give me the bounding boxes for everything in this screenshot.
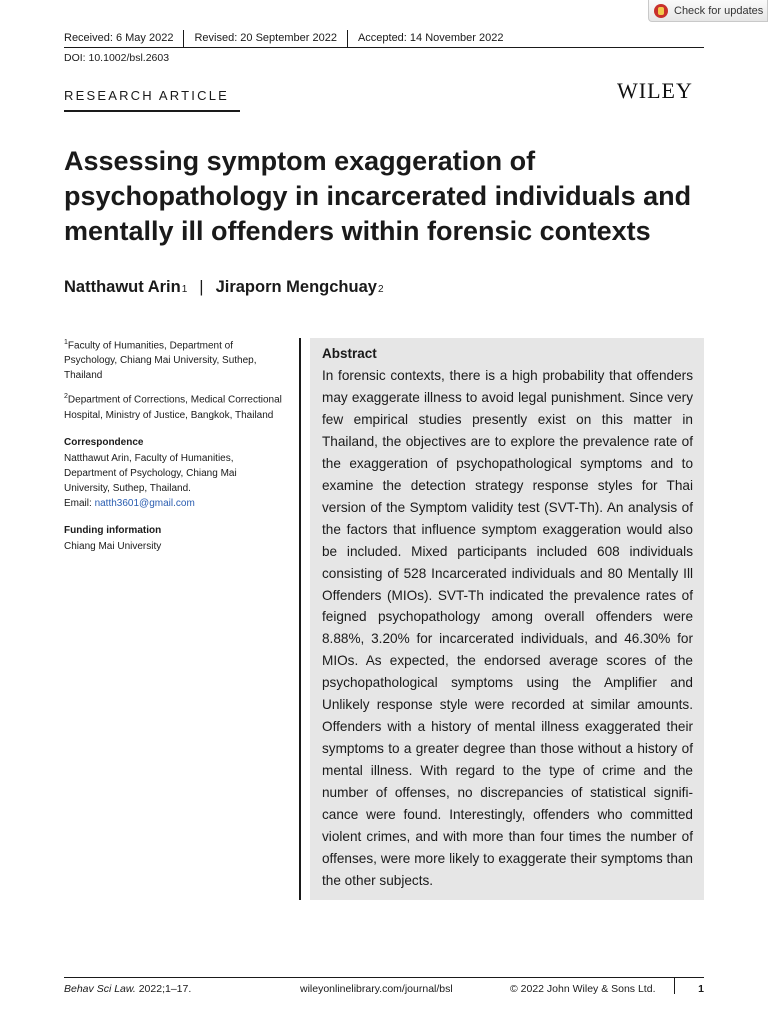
footer-rule [64, 977, 704, 978]
author-affiliation-mark: 1 [181, 284, 188, 295]
crossmark-icon [654, 4, 668, 18]
affiliation-text: Department of Corrections, Medical Correctional Hospital, Ministry of Justice, Bangkok, Thailand [64, 394, 282, 421]
journal-url[interactable]: wileyonlinelibrary.com/journal/bsl [300, 983, 453, 995]
column-divider [299, 338, 301, 900]
affiliation-mark: 1 [64, 339, 68, 346]
author-list [64, 278, 384, 297]
copyright: © 2022 John Wiley & Sons Ltd. [510, 983, 656, 995]
citation-year-pages: 2022;1–17. [135, 983, 192, 995]
received-date: Received: 6 May 2022 [64, 32, 174, 44]
article-type: RESEARCH ARTICLE [64, 88, 229, 103]
author-separator: | [199, 278, 204, 296]
article-type-underline [64, 110, 240, 112]
author-name[interactable]: Jiraporn Mengchuay [215, 278, 377, 296]
affiliation-text: Faculty of Humanities, Department of Psychology, Chiang Mai University, Suthep, Thailand [64, 340, 257, 382]
abstract-box [310, 338, 704, 900]
affiliation-mark: 2 [64, 393, 68, 401]
affiliation [64, 389, 284, 422]
date-divider [347, 30, 348, 47]
accepted-date: Accepted: 14 November 2022 [357, 32, 504, 44]
correspondence-address: Natthawut Arin, Faculty of Humanities, Department of Psychology, Chiang Mai University, Suthep, Thailand. [64, 452, 237, 494]
header-rule [64, 47, 704, 48]
journal-name: Behav Sci Law. [64, 983, 136, 995]
page-number: 1 [698, 983, 704, 995]
email-link[interactable]: natth3601@gmail.com [94, 497, 195, 509]
email-label: Email: [64, 497, 95, 509]
journal-citation [64, 983, 191, 995]
abstract-text: In forensic contexts, there is a high probability that offenders may exaggerate illness to avoid legal punishment. Since very few empirical studies presently exist on this matter in Thailand, the objectives are to explore the prevalence rate of the exaggeration of psychopathological symptoms and to examine the detection strategy response styles for Thai version of the Symptom validity test (SVT-Th). An analysis of the factors that influence symptom exaggeration would also be included. Mixed participants included 608 individuals consisting of 528 Incarcerated individuals and 80 Mentally Ill Offenders (MIOs). SVT-Th indicated the prevalence rates of feigned psychopathology among overall offenders were 8.88%, 3.20% for incarcerated individuals, and 46.30% for MIOs. As expected, the endorsed average scores of the psychopathological symptoms using the Amplifier and Unlikely response style were recorded at similar amounts. Offenders with a history of mental illness exaggerated their symptoms to a greater degree than those without a history of mental illness. With regard to the type of crime and the number of offenses, no discrepancies of statistical significance were found. Interestingly, offenders who committed violent crimes, and with more than four times the number of offenses, were more likely to exaggerate their symptoms than the other subjects. [322, 368, 693, 888]
footer-divider [674, 978, 675, 994]
page-footer [64, 980, 704, 998]
funding-heading: Funding information [64, 524, 162, 536]
article-info-column [64, 335, 284, 560]
date-divider [183, 30, 184, 47]
check-for-updates-label: Check for updates [674, 4, 764, 17]
correspondence-heading: Correspondence [64, 436, 144, 448]
publisher-logo: WILEY [617, 78, 693, 103]
author-affiliation-mark: 2 [377, 284, 384, 295]
publication-dates [64, 28, 704, 48]
revised-date: Revised: 20 September 2022 [194, 32, 337, 44]
doi[interactable]: DOI: 10.1002/bsl.2603 [64, 52, 170, 64]
affiliation [64, 335, 284, 383]
funding-text: Chiang Mai University [64, 540, 162, 552]
check-for-updates-button[interactable] [648, 0, 768, 22]
correspondence-text [64, 451, 284, 511]
abstract-heading: Abstract [322, 346, 377, 361]
paper-title: Assessing symptom exaggeration of psychopathology in incarcerated individuals and mentally ill offenders within forensic contexts [64, 146, 692, 246]
author-name[interactable]: Natthawut Arin [64, 278, 181, 296]
